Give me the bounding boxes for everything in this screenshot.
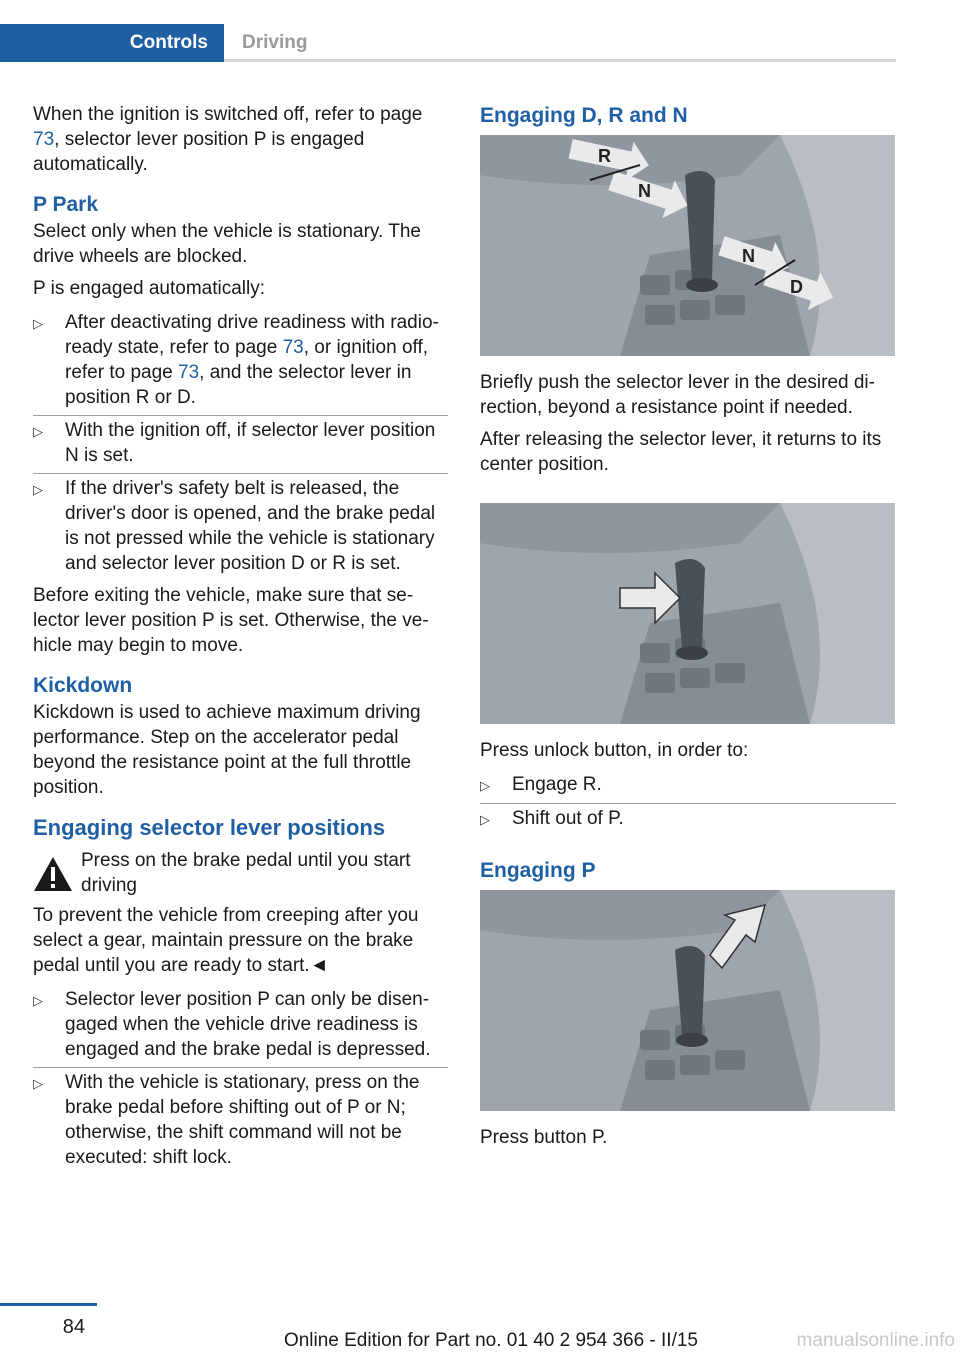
engaging-p-heading: Engaging P (480, 859, 596, 882)
gear-d-label: D (790, 277, 803, 297)
drn-text1: Briefly push the selector lever in the desired direction, beyond a resistance point if needed. (480, 372, 875, 418)
kickdown-heading: Kickdown (33, 674, 133, 697)
list-item: ▷ Engage R. (480, 770, 896, 804)
park-bullet-list (33, 308, 448, 581)
p-button-figure (480, 890, 895, 1111)
park-heading: P Park (33, 193, 98, 216)
triangle-right-icon: ▷ (33, 424, 43, 439)
list-item: ▷ If the driver's safety belt is released, the driver's door is opened, and the brake pedal is not pressed while the vehicle is stationary and selector lever position D or R is set. (33, 478, 436, 574)
list-item: ▷ After deactivating drive readiness with radio-ready state, refer to page 73, or ignition off, refer to page 73, and the selector lever in position R or D. (33, 308, 448, 416)
watermark: manualsonline.info (796, 1330, 955, 1351)
tab-controls[interactable]: Controls (0, 24, 224, 62)
triangle-right-icon: ▷ (33, 482, 43, 497)
unlock-bullet-list (480, 770, 896, 837)
page-header (0, 0, 960, 62)
triangle-right-icon: ▷ (480, 778, 490, 793)
triangle-right-icon: ▷ (33, 1076, 43, 1091)
left-column (33, 102, 448, 1177)
p-text: Press button P. (480, 1127, 608, 1148)
page-link[interactable]: 73 (178, 362, 200, 383)
warning-triangle-icon (33, 848, 73, 899)
triangle-right-icon: ▷ (33, 993, 43, 1008)
warning-text: To prevent the vehicle from creeping after you select a gear, maintain pressure on the brake pedal until you are ready to start.◄ (33, 905, 419, 976)
engaging-bullet-list (33, 985, 448, 1175)
selector-lever-drn-figure (480, 135, 895, 356)
list-item: ▷ With the vehicle is stationary, press on the brake pedal before shifting out of P or N; otherwise, the shift command will not be executed: shift lock. (33, 1072, 420, 1168)
engaging-heading: Engaging selector lever positions (33, 815, 386, 840)
list-item: ▷ With the ignition off, if selector lever position N is set. (33, 416, 448, 474)
gear-r-label: R (598, 146, 611, 166)
warning-title: Press on the brake pedal until you start driving (81, 850, 411, 896)
drn-text2: After releasing the selector lever, it returns to its center position. (480, 429, 882, 475)
exit-paragraph: Before exiting the vehicle, make sure that selector lever position P is set. Otherwise, the vehicle may begin to move. (33, 585, 429, 656)
list-item: ▷ Selector lever position P can only be disengaged when the vehicle drive readiness is engaged and the brake pedal is depressed. (33, 985, 448, 1068)
warning-block (33, 848, 448, 899)
unlock-button-figure (480, 503, 895, 724)
edition-text: Online Edition for Part no. 01 40 2 954 366 - II/15 (283, 1330, 698, 1351)
footer-rule (0, 1303, 97, 1306)
page-link[interactable]: 73 (282, 337, 304, 358)
gear-n-label: N (742, 246, 755, 266)
unlock-label: Press unlock button, in order to: (480, 740, 749, 761)
header-rule (224, 59, 896, 62)
intro-paragraph: When the ignition is switched off, refer to page 73, selector lever position P is engaged automatically. (33, 104, 423, 175)
kickdown-text: Kickdown is used to achieve maximum driving performance. Step on the accelerator pedal beyond the resistance point at the full throttle position. (33, 702, 421, 798)
drn-heading: Engaging D, R and N (480, 104, 688, 127)
page-number: 84 (62, 1316, 85, 1338)
park-auto-label: P is engaged automatically: (33, 278, 266, 299)
page-link[interactable]: 73 (33, 129, 55, 150)
triangle-right-icon: ▷ (480, 812, 490, 827)
gear-n-label: N (638, 181, 651, 201)
park-description: Select only when the vehicle is stationary. The drive wheels are blocked. (33, 221, 421, 267)
triangle-right-icon: ▷ (33, 316, 43, 331)
list-item: ▷ Shift out of P. (480, 804, 896, 837)
tab-driving[interactable]: Driving (242, 32, 308, 53)
right-column (480, 102, 896, 1157)
